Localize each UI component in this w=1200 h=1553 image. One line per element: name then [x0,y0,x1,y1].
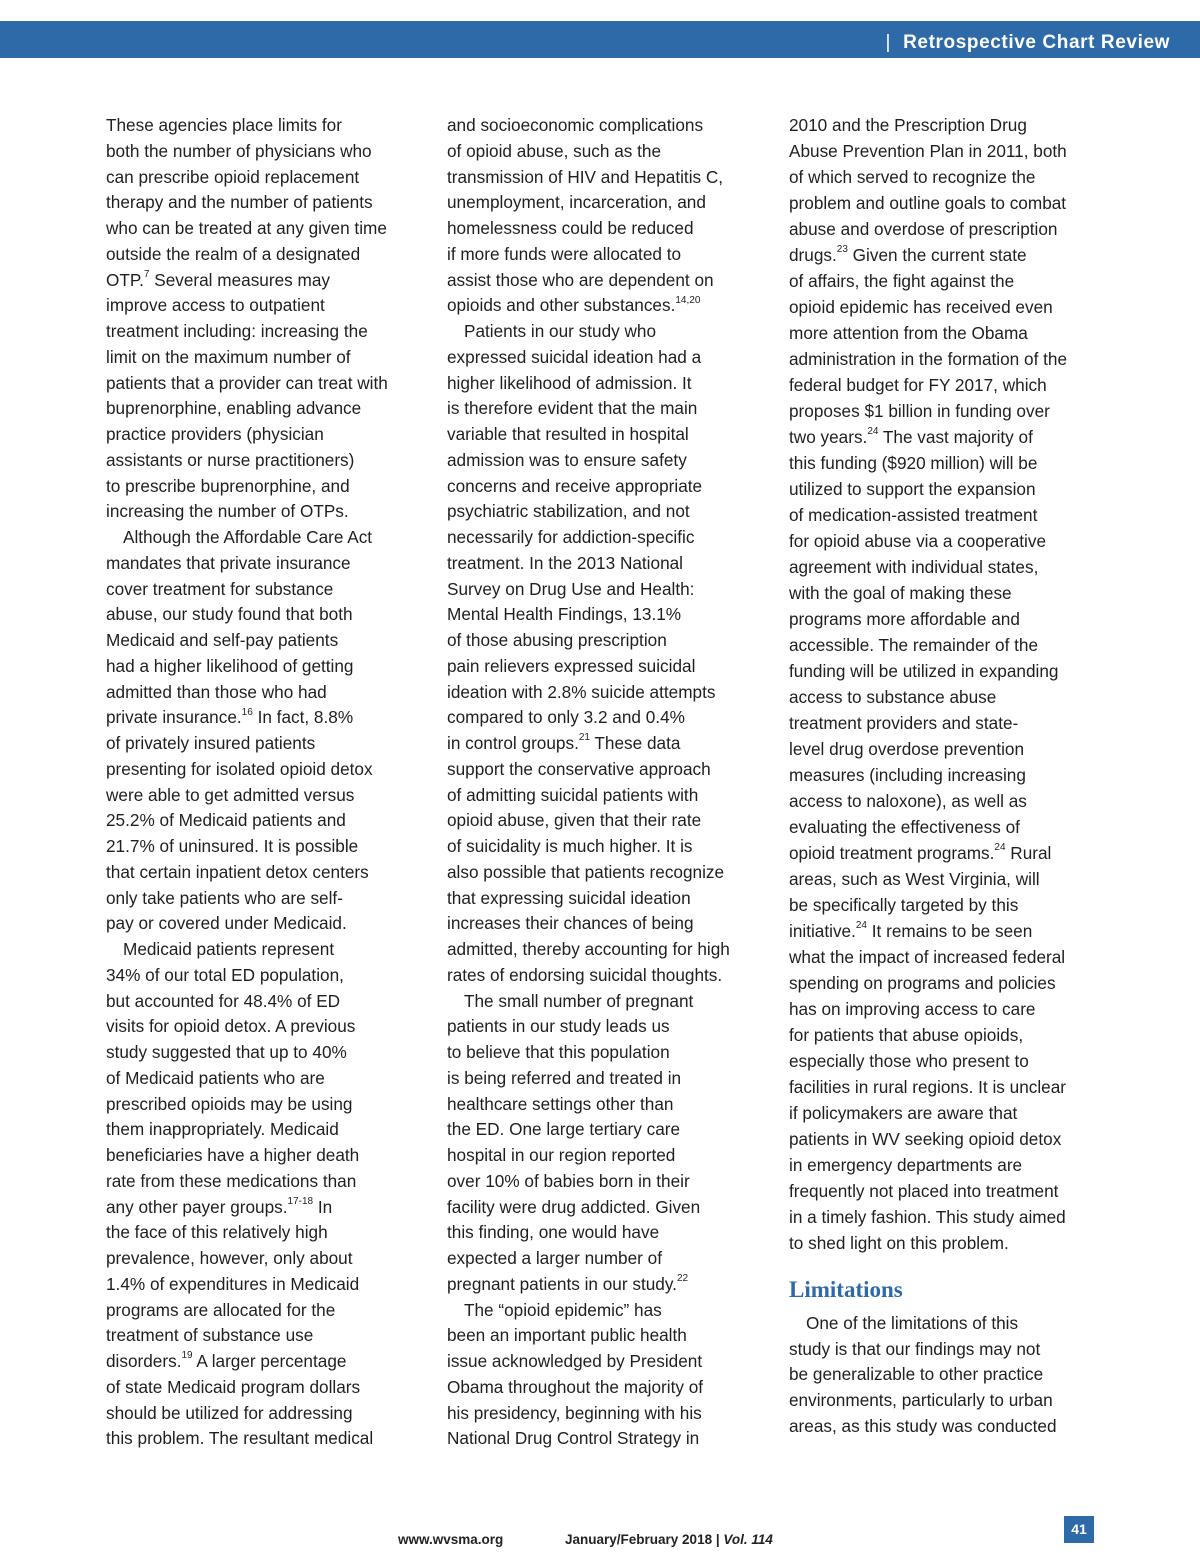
citation: 24 [855,920,867,932]
text-line: especially those who present to [789,1051,1029,1071]
text-line: the face of this relatively high [106,1222,328,1243]
text-line [789,841,1109,867]
text-segment: two years. [789,427,868,447]
text-line: increases their chances of being [447,913,694,934]
text-line [106,1195,426,1221]
text-line [447,1272,767,1298]
text-line [106,268,426,294]
text-line: both the number of physicians who [106,140,372,161]
page-number: 41 [1064,1516,1094,1543]
text-line: of Medicaid patients who are [106,1067,325,1088]
paragraph [106,525,426,937]
text-line: compared to only 3.2 and 0.4% [447,707,685,728]
text-line: treatment of substance use [106,1325,314,1346]
column-1 [106,113,426,1452]
text-line: National Drug Control Strategy in [447,1428,700,1449]
text-line [789,919,1109,945]
text-line: should be utilized for addressing [106,1402,353,1423]
text-line: can prescribe opioid replacement [106,166,360,187]
text-line: areas, as this study was conducted [789,1415,1057,1436]
text-segment: Rural [1005,843,1052,863]
text-line: treatment providers and state- [789,713,1019,733]
text-line: has on improving access to care [789,999,1036,1019]
text-line: more attention from the Obama [789,323,1028,343]
text-line: admission was to ensure safety [447,449,687,470]
text-line: is therefore evident that the main [447,398,698,419]
text-segment: Several measures may [149,269,330,290]
text-line: abuse, our study found that both [106,604,353,625]
text-line: rates of endorsing suicidal thoughts. [447,964,723,985]
text-segment: any other payer groups. [106,1196,288,1217]
text-line: but accounted for 48.4% of ED [106,990,341,1011]
text-line: opioid abuse, given that their rate [447,810,702,831]
text-line: over 10% of babies born in their [447,1170,690,1191]
paragraph [789,113,1109,1257]
column-2 [447,113,767,1452]
text-line: programs are allocated for the [106,1299,336,1320]
header-bar [0,21,1200,58]
text-line: administration in the formation of the [789,349,1068,369]
text-line: that certain inpatient detox centers [106,861,369,882]
text-line: Mental Health Findings, 13.1% [447,604,682,625]
text-line: funding will be utilized in expanding [789,661,1059,681]
text-line: access to naloxone), as well as [789,791,1027,811]
citation: 24 [994,842,1006,854]
text-line: opioid epidemic has received even [789,297,1053,317]
text-line: frequently not placed into treatment [789,1181,1059,1201]
text-line: prescribed opioids may be using [106,1093,353,1114]
text-line: 21.7% of uninsured. It is possible [106,836,359,856]
text-line: ideation with 2.8% suicide attempts [447,681,716,702]
text-segment: drugs. [789,245,837,265]
text-line: also possible that patients recognize [447,861,725,882]
text-segment: A larger percentage [192,1351,347,1371]
text-line: problem and outline goals to combat [789,193,1067,213]
text-line: beneficiaries have a higher death [106,1145,360,1165]
text-line: of those abusing prescription [447,630,667,650]
text-line: assist those who are dependent on [447,269,714,290]
text-segment: These data [589,733,681,753]
text-line: abuse and overdose of prescription [789,219,1058,239]
text-line: that expressing suicidal ideation [447,887,691,908]
citation: 7 [143,268,150,280]
text-line: assistants or nurse practitioners) [106,449,355,470]
paragraph [789,1311,1109,1440]
citation: 23 [836,244,848,256]
text-line: accessible. The remainder of the [789,635,1039,655]
text-line: if policymakers are aware that [789,1103,1018,1123]
running-header [886,21,1170,58]
text-line: hospital in our region reported [447,1145,676,1165]
text-segment: pregnant patients in our study. [447,1273,677,1294]
footer-issue [565,1532,773,1547]
text-segment: initiative. [789,921,856,941]
text-line: of admitting suicidal patients with [447,784,699,805]
text-line: his presidency, beginning with his [447,1402,702,1423]
text-line: what the impact of increased federal [789,947,1066,967]
text-line: level drug overdose prevention [789,739,1025,759]
footer-url: www.wvsma.org [398,1532,504,1547]
paragraph [106,937,426,1452]
text-line: necessarily for addiction-specific [447,527,695,547]
text-line: this problem. The resultant medical [106,1428,374,1449]
text-line: facilities in rural regions. It is unclear [789,1077,1067,1097]
text-line: and socioeconomic complications [447,115,704,135]
text-line: to shed light on this problem. [789,1233,1009,1253]
text-line: access to substance abuse [789,687,997,707]
text-line: 2010 and the Prescription Drug [789,115,1027,135]
text-line: homelessness could be reduced [447,218,694,238]
text-line: visits for opioid detox. A previous [106,1016,356,1037]
text-line: 25.2% of Medicaid patients and [106,810,346,831]
text-line: higher likelihood of admission. It [447,372,692,393]
text-line: These agencies place limits for [106,115,342,135]
text-line: of medication-assisted treatment [789,505,1038,525]
text-line: prevalence, however, only about [106,1248,353,1268]
text-segment: Given the current state [847,245,1027,265]
text-segment: opioid treatment programs. [789,843,995,863]
text-line: admitted than those who had [106,681,327,702]
text-line: programs more affordable and [789,609,1020,629]
text-line: to prescribe buprenorphine, and [106,475,350,496]
text-line: unemployment, incarceration, and [447,192,706,213]
text-line: Obama throughout the majority of [447,1376,704,1397]
citation: 14,20 [675,294,701,306]
text-line [789,243,1109,269]
text-line: proposes $1 billion in funding over [789,401,1050,421]
paragraph [447,989,767,1298]
text-segment: The vast majority of [878,427,1033,447]
text-line: outside the realm of a designated [106,243,361,264]
issue-date: January/February 2018 [565,1532,713,1547]
header-separator: | [885,32,892,53]
text-line: the ED. One large tertiary care [447,1119,681,1140]
text-line: issue acknowledged by President [447,1351,703,1371]
text-line: pay or covered under Medicaid. [106,913,347,934]
citation: 24 [867,426,879,438]
text-segment: In [313,1196,333,1217]
text-line: for opioid abuse via a cooperative [789,531,1047,551]
text-line: only take patients who are self- [106,887,343,908]
text-line: healthcare settings other than [447,1093,674,1114]
text-line: measures (including increasing [789,765,1026,785]
text-line: this finding, one would have [447,1222,660,1243]
text-line: variable that resulted in hospital [447,424,689,444]
text-line: to believe that this population [447,1042,670,1062]
text-line: of opioid abuse, such as the [447,140,662,161]
text-line [447,731,767,757]
text-segment: disorders. [106,1351,182,1371]
section-heading-limitations: Limitations [789,1276,903,1302]
citation: 19 [181,1350,193,1362]
text-line: increasing the number of OTPs. [106,501,349,522]
text-line: spending on programs and policies [789,973,1056,993]
text-line: Patients in our study who [464,321,657,341]
text-line: facility were drug addicted. Given [447,1196,701,1217]
text-line: if more funds were allocated to [447,243,682,264]
text-line: of state Medicaid program dollars [106,1376,361,1397]
text-line: pain relievers expressed suicidal [447,655,696,676]
text-line: treatment including: increasing the [106,321,368,341]
text-line: in a timely fashion. This study aimed [789,1207,1066,1227]
text-line: be generalizable to other practice [789,1364,1044,1385]
text-line: The small number of pregnant [464,990,694,1011]
text-line: patients in WV seeking opioid detox [789,1129,1062,1149]
text-line: is being referred and treated in [447,1067,682,1088]
text-line: of affairs, the fight against the [789,271,1015,291]
text-line: admitted, thereby accounting for high [447,939,730,959]
text-line: of which served to recognize the [789,167,1036,187]
text-line: expected a larger number of [447,1248,662,1268]
citation: 22 [676,1273,689,1285]
footer-separator: | [715,1532,720,1547]
text-line: transmission of HIV and Hepatitis C, [447,166,724,187]
text-line: practice providers (physician [106,424,324,444]
citation: 16 [241,706,253,718]
text-line: Abuse Prevention Plan in 2011, both [789,141,1067,161]
text-line: be specifically targeted by this [789,895,1019,915]
text-line: buprenorphine, enabling advance [106,398,362,419]
text-line: them inappropriately. Medicaid [106,1119,339,1140]
text-line: treatment. In the 2013 National [447,552,684,573]
text-line: expressed suicidal ideation had a [447,346,702,367]
text-line: environments, particularly to urban [789,1390,1053,1410]
citation: 21 [578,732,590,744]
text-line: limit on the maximum number of [106,346,351,367]
text-line: of suicidality is much higher. It is [447,836,693,856]
text-line: evaluating the effectiveness of [789,817,1020,837]
text-line: had a higher likelihood of getting [106,655,354,676]
text-line: rate from these medications than [106,1170,357,1191]
text-line: who can be treated at any given time [106,218,387,238]
text-line: areas, such as West Virginia, will [789,869,1040,889]
paragraph [447,113,767,319]
paragraph [447,319,767,989]
text-line: study is that our findings may not [789,1338,1041,1359]
citation: 17-18 [287,1195,314,1207]
text-segment: OTP. [106,269,144,290]
text-line: The “opioid epidemic” has [464,1299,662,1320]
text-segment: It remains to be seen [867,921,1033,941]
paragraph [447,1298,767,1453]
text-line [106,1349,426,1375]
text-line: Medicaid patients represent [123,939,335,959]
text-line: concerns and receive appropriate [447,475,703,496]
text-line: 34% of our total ED population, [106,964,344,985]
text-line: 1.4% of expenditures in Medicaid [106,1273,360,1294]
text-line: Survey on Drug Use and Health: [447,578,695,599]
text-segment: in control groups. [447,733,579,753]
text-line: Medicaid and self-pay patients [106,630,339,650]
section-title: Retrospective Chart Review [903,32,1170,53]
text-line: of privately insured patients [106,733,316,753]
column-3 [789,113,1109,1440]
text-line: with the goal of making these [789,583,1012,603]
text-line: patients that a provider can treat with [106,372,388,393]
text-line: patients in our study leads us [447,1016,670,1037]
text-line: agreement with individual states, [789,557,1039,577]
text-line: psychiatric stabilization, and not [447,501,690,522]
text-line: Although the Affordable Care Act [123,527,373,547]
text-line: been an important public health [447,1325,687,1346]
text-line [106,705,426,731]
text-line: were able to get admitted versus [106,784,355,805]
text-line [447,293,767,319]
text-line: mandates that private insurance [106,552,351,573]
text-line: therapy and the number of patients [106,192,373,213]
text-segment: In fact, 8.8% [252,707,354,728]
text-line: support the conservative approach [447,758,711,779]
paragraph [106,113,426,525]
text-line: federal budget for FY 2017, which [789,375,1047,395]
volume: Vol. 114 [723,1532,773,1547]
text-line: improve access to outpatient [106,295,325,316]
text-line [789,425,1109,451]
text-line: this funding ($920 million) will be [789,453,1038,473]
text-segment: opioids and other substances. [447,295,676,316]
text-line: presenting for isolated opioid detox [106,758,373,779]
text-segment: private insurance. [106,707,242,728]
text-line: One of the limitations of this [806,1312,1019,1333]
text-line: in emergency departments are [789,1155,1023,1175]
text-line: for patients that abuse opioids, [789,1025,1024,1045]
text-line: cover treatment for substance [106,578,334,599]
text-line: utilized to support the expansion [789,479,1036,499]
text-line: study suggested that up to 40% [106,1042,347,1062]
